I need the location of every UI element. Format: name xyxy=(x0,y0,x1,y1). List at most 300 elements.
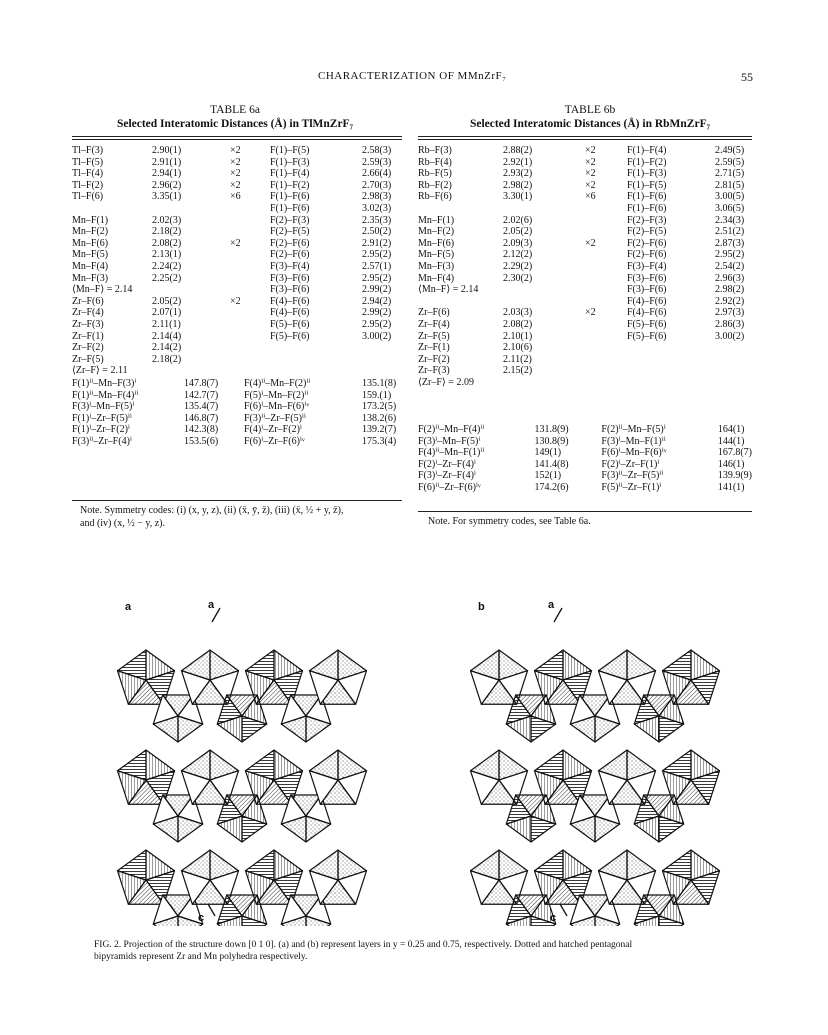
table-6b-distance-cell: F(1)–F(2) xyxy=(627,156,667,168)
table-6a-distance-cell xyxy=(230,365,270,377)
table-6b-angle-cell: 131.8(9) xyxy=(534,424,569,435)
table-6a-distance-cell: F(1)–F(4) xyxy=(270,168,310,180)
table-6a-distance-cell: 2.70(3) xyxy=(362,179,392,191)
table-6a-distance-row xyxy=(72,261,402,273)
table-6b-angle-row xyxy=(418,436,752,448)
table-6a-distance-cell: 3.35(1) xyxy=(152,191,182,203)
table-6a-distance-cell: Zr–F(1) xyxy=(72,330,104,342)
table-6a-distance-cell: 2.13(1) xyxy=(152,249,182,261)
table-6a-angle-cell: F(4)ⁱ–Zr–F(2)ⁱ xyxy=(244,424,302,436)
table-6b-angle-cell: F(2)ⁱ–Zr–F(1)ⁱ xyxy=(601,458,660,470)
table-6b-distance-cell: Zr–F(3) xyxy=(418,365,450,377)
table-6a-distance-cell xyxy=(230,261,270,273)
table-6b-angle-cell: 130.8(9) xyxy=(534,435,569,447)
table-6a-distance-cell: Mn–F(2) xyxy=(72,226,109,238)
table-6a-angle-row xyxy=(72,390,402,402)
table-6b-distance-cell xyxy=(585,273,627,285)
table-6a-distance-cell xyxy=(152,284,230,296)
table-6a-distance-cell: 2.99(2) xyxy=(362,284,392,296)
table-6b-angle-cell: F(3)ⁱ–Mn–F(1)ⁱⁱ xyxy=(601,435,666,447)
table-6b-angle-cell: F(2)ⁱⁱ–Mn–F(4)ⁱⁱ xyxy=(418,424,485,435)
table-6a-distance-cell: Tl–F(2) xyxy=(72,179,104,191)
table-6a-distance-cell: F(1)–F(5) xyxy=(270,145,310,156)
panel-b-axis-a-arrow xyxy=(552,606,566,626)
table-6b-distance-cell: 2.54(2) xyxy=(715,260,745,272)
table-6a-distance-cell xyxy=(230,226,270,238)
table-6a-angles xyxy=(72,378,402,448)
table-6a-distance-cell xyxy=(362,354,402,366)
table-6a-distance-row xyxy=(72,145,402,157)
table-6b-angle-cell: 141.4(8) xyxy=(534,458,569,470)
table-6b-distance-cell: F(3)–F(6) xyxy=(627,284,667,296)
table-6a-distance-cell: F(1)–F(6) xyxy=(270,202,310,214)
table-6b-caption xyxy=(430,103,750,131)
table-6b-distance-cell: ×6 xyxy=(585,191,596,203)
table-6b-distance-row xyxy=(418,342,752,354)
panel-a-axis-c xyxy=(198,912,204,924)
table-6b-distance-cell: F(2)–F(6) xyxy=(627,237,667,249)
table-6b-distance-cell: 2.98(2) xyxy=(503,179,533,191)
table-6b-distance-cell xyxy=(715,342,752,354)
table-6b-distance-cell: 2.51(2) xyxy=(715,226,745,238)
table-6a-distance-cell: 2.98(3) xyxy=(362,191,392,203)
table-6a-angle-cell: 139.2(7) xyxy=(362,424,397,436)
table-6a-distance-cell xyxy=(152,365,230,377)
table-6a-distance-cell: 2.91(2) xyxy=(362,237,392,249)
table-6a-distance-cell: 2.91(1) xyxy=(152,156,182,168)
table-6a-distance-cell: 2.66(4) xyxy=(362,168,392,180)
table-6b-distance-cell: F(1)–F(6) xyxy=(627,191,667,203)
table-6a-angle-cell: 159.(1) xyxy=(362,389,392,401)
table-6a-distance-cell: F(2)–F(6) xyxy=(270,237,310,249)
panel-b-label: b xyxy=(478,601,485,613)
table-6a-angle-cell: F(4)ⁱⁱ–Mn–F(2)ⁱⁱ xyxy=(244,378,311,389)
table-6b-distance-cell xyxy=(418,296,503,308)
table-6a-distance-cell: F(5)–F(6) xyxy=(270,318,310,330)
table-6a-angle-cell: F(3)ⁱⁱ–Zr–F(5)ⁱⁱ xyxy=(244,412,306,424)
table-6a-distance-cell: 2.58(3) xyxy=(362,145,392,156)
table-6b-distance-cell: F(1)–F(3) xyxy=(627,168,667,180)
running-title: CHARACTERIZATION OF MMnZrF₇ xyxy=(318,70,507,82)
table-6b-distances xyxy=(418,145,752,388)
panel-b-axis-c-text: c xyxy=(550,912,557,924)
figure-caption xyxy=(94,939,744,963)
table-6b-distance-cell: F(3)–F(4) xyxy=(627,260,667,272)
table-6a-distance-cell: ×2 xyxy=(230,168,241,180)
table-6b-distance-cell: ×2 xyxy=(585,168,596,180)
table-6a-distance-row xyxy=(72,273,402,285)
table-6a-distance-row xyxy=(72,354,402,366)
table-6b-distance-cell: Mn–F(6) xyxy=(418,237,455,249)
table-6b-distance-cell: 3.30(1) xyxy=(503,191,533,203)
table-6b-distance-cell: ⟨Zr–F⟩ = 2.09 xyxy=(418,376,474,388)
structure-projection-b xyxy=(463,648,739,926)
table-6b-top-rule-2 xyxy=(418,139,752,140)
structure-projection-a xyxy=(110,648,382,926)
table-6a-angle-cell: F(3)ⁱ–Mn–F(5)ⁱ xyxy=(72,401,135,413)
figure-caption-line-1: FIG. 2. Projection of the structure down [0 1 0]. (a) and (b) represent layers in y = 0.25 and 0.75, respectively. Dotted and hatched pentagonal xyxy=(94,940,633,950)
table-6a-distance-cell: F(1)–F(3) xyxy=(270,156,310,168)
table-6a-distance-cell: Zr–F(5) xyxy=(72,353,104,365)
panel-a-label: a xyxy=(125,601,132,613)
table-6b-distance-row xyxy=(418,331,752,343)
table-6a-title: Selected Interatomic Distances (Å) in TlMnZrF₇ xyxy=(116,118,354,130)
table-6a-distance-cell: F(2)–F(5) xyxy=(270,226,310,238)
table-6a-distance-row xyxy=(72,319,402,331)
table-6a-angle-cell: F(6)ⁱ–Zr–F(6)ⁱᵛ xyxy=(244,435,305,447)
table-6b-distance-cell xyxy=(585,249,627,261)
table-6b-distance-cell xyxy=(585,226,627,238)
table-6a-distance-cell: Mn–F(5) xyxy=(72,249,109,261)
table-6b-distance-cell: 2.10(6) xyxy=(503,342,533,354)
table-6b-distance-cell: ⟨Mn–F⟩ = 2.14 xyxy=(418,284,479,296)
table-6b-distance-cell: 2.12(2) xyxy=(503,249,533,261)
table-6b-distance-cell: Zr–F(2) xyxy=(418,353,450,365)
table-6a-distance-row xyxy=(72,249,402,261)
table-6a-distance-cell: 2.96(2) xyxy=(152,179,182,191)
table-6b-distance-cell xyxy=(503,377,585,389)
table-6a-distance-cell xyxy=(230,249,270,261)
table-6a-distance-cell: ×2 xyxy=(230,295,241,307)
table-6a-top-rule xyxy=(72,136,402,137)
table-6b-distance-cell: Zr–F(6) xyxy=(418,307,450,319)
table-6a-note-line-1: Note. Symmetry codes: (i) (x, y, z), (ii) (x̄, ȳ, z̄), (iii) (x̄, ½ + y, z̄), xyxy=(80,505,344,516)
table-6b-distance-cell: 3.00(5) xyxy=(715,191,745,203)
table-6b-distance-cell xyxy=(503,203,585,215)
table-6a-angle-row xyxy=(72,413,402,425)
table-6a-distance-row xyxy=(72,203,402,215)
table-6a-distance-cell: 2.02(3) xyxy=(152,214,182,226)
table-6a-distance-row xyxy=(72,157,402,169)
table-6a-distance-cell: F(3)–F(6) xyxy=(270,284,310,296)
table-6b-distance-row xyxy=(418,273,752,285)
table-6a-distance-cell: F(5)–F(6) xyxy=(270,330,310,342)
table-6b-title: Selected Interatomic Distances (Å) in RbMnZrF₇ xyxy=(469,118,711,130)
table-6b-angle-row xyxy=(418,424,752,436)
table-6a-angle-cell: F(1)ⁱⁱ–Mn–F(3)ⁱ xyxy=(72,378,137,389)
table-6b-distance-row xyxy=(418,157,752,169)
table-6b-angle-cell: F(3)ⁱ–Zr–F(4)ⁱ xyxy=(418,470,476,482)
table-6b-angle-cell: F(5)ⁱⁱ–Zr–F(1)ⁱ xyxy=(601,481,662,493)
table-6b-distance-cell xyxy=(585,215,627,227)
table-6b-distance-cell xyxy=(585,296,627,308)
table-6b-angle-cell: 174.2(6) xyxy=(534,481,569,493)
table-6a-distance-cell xyxy=(230,354,270,366)
table-6b-distance-cell: Mn–F(2) xyxy=(418,226,455,238)
table-6a-distance-cell xyxy=(72,203,152,215)
table-6a-angle-cell: 175.3(4) xyxy=(362,435,397,447)
table-6b-distance-cell xyxy=(585,377,627,389)
table-6b-angle-row xyxy=(418,482,752,494)
table-6b-angle-cell: 139.9(9) xyxy=(717,470,752,482)
table-6b-distance-cell: 2.97(3) xyxy=(715,307,745,319)
table-6b-distance-row xyxy=(418,215,752,227)
table-6a-angle-cell: F(1)ⁱ–Zr–F(2)ⁱ xyxy=(72,424,130,436)
table-6a-distance-cell xyxy=(230,319,270,331)
table-6b-distance-row xyxy=(418,307,752,319)
table-6b-distance-row xyxy=(418,365,752,377)
table-6b-distance-cell: F(5)–F(6) xyxy=(627,330,667,342)
table-6b-distance-cell: Rb–F(4) xyxy=(418,156,452,168)
table-6b-label: TABLE 6b xyxy=(564,104,616,116)
table-6a-angle-cell: 138.2(6) xyxy=(362,412,397,424)
table-6b-distance-cell xyxy=(418,203,503,215)
table-6b-distance-cell: Rb–F(5) xyxy=(418,168,452,180)
table-6a-distance-cell: F(2)–F(6) xyxy=(270,249,310,261)
table-6b-distance-row xyxy=(418,226,752,238)
table-6a-caption xyxy=(80,103,390,131)
table-6a-angle-cell: 147.8(7) xyxy=(184,378,219,389)
table-6a-distance-cell: ×2 xyxy=(230,179,241,191)
table-6b-distance-cell xyxy=(503,284,585,296)
table-6b-distance-row xyxy=(418,145,752,157)
table-6a-angle-cell: 173.2(5) xyxy=(362,401,397,413)
table-6b-distance-cell: 2.03(3) xyxy=(503,307,533,319)
table-6b-distance-cell xyxy=(585,319,627,331)
table-6a-distance-cell xyxy=(230,273,270,285)
table-6a-distance-cell: Mn–F(3) xyxy=(72,272,109,284)
table-6a-distance-cell: ×6 xyxy=(230,191,241,203)
table-6b-distance-cell: Mn–F(1) xyxy=(418,214,455,226)
table-6a-label: TABLE 6a xyxy=(210,104,260,116)
table-6b-distance-cell xyxy=(627,377,715,389)
table-6b-distance-cell: 2.11(2) xyxy=(503,353,532,365)
table-6a-distance-cell: Mn–F(1) xyxy=(72,214,109,226)
table-6b-angle-cell: 164(1) xyxy=(717,424,745,435)
table-6b-distance-cell: 2.92(1) xyxy=(503,156,533,168)
table-6b-distance-cell: 2.05(2) xyxy=(503,226,533,238)
table-6a-distance-cell: 2.95(2) xyxy=(362,318,392,330)
table-6b-distance-row xyxy=(418,377,752,389)
table-6b-distance-cell: Zr–F(1) xyxy=(418,342,450,354)
table-6a-angle-row xyxy=(72,436,402,448)
table-6b-distance-cell: 2.15(2) xyxy=(503,365,533,377)
table-6b-distance-cell xyxy=(585,342,627,354)
table-6a-angle-cell: 135.1(8) xyxy=(362,378,397,389)
table-6b-distance-cell: 2.95(2) xyxy=(715,249,745,261)
table-6a-distance-cell: Zr–F(2) xyxy=(72,342,104,354)
table-6b-distance-cell xyxy=(627,342,715,354)
table-6a-distance-cell: 2.35(3) xyxy=(362,214,392,226)
table-6b-distance-cell xyxy=(585,284,627,296)
table-6b-distance-cell: ×2 xyxy=(585,145,596,156)
table-6a-distance-cell xyxy=(270,354,362,366)
table-6a-distance-cell: 2.14(4) xyxy=(152,330,182,342)
table-6b-distance-row xyxy=(418,168,752,180)
table-6a-distance-cell: Mn–F(4) xyxy=(72,260,109,272)
table-6b-distance-cell: 2.88(2) xyxy=(503,145,533,156)
table-6b-angle-cell: F(4)ⁱⁱ–Mn–F(1)ⁱⁱ xyxy=(418,447,485,459)
table-6b-angle-cell: 167.8(7) xyxy=(717,447,752,459)
table-6b-distance-cell: 2.81(5) xyxy=(715,179,745,191)
table-6b-distance-cell: F(3)–F(6) xyxy=(627,272,667,284)
table-6b-distance-cell: 2.59(5) xyxy=(715,156,745,168)
table-6a-distance-cell: ×2 xyxy=(230,237,241,249)
table-6b-distance-cell xyxy=(585,203,627,215)
table-6a-distance-cell: F(4)–F(6) xyxy=(270,307,310,319)
table-6b-distance-cell: Mn–F(3) xyxy=(418,260,455,272)
table-6a-distance-cell: Zr–F(6) xyxy=(72,295,104,307)
table-6b-distance-row xyxy=(418,319,752,331)
table-6a-top-rule-2 xyxy=(72,139,402,140)
table-6a-distance-row xyxy=(72,296,402,308)
table-6a-angle-cell: F(6)ⁱ–Mn–F(6)ⁱᵛ xyxy=(244,401,310,413)
table-6b-angle-cell: 152(1) xyxy=(534,470,562,482)
table-6a-distance-row xyxy=(72,238,402,250)
table-6a-distance-cell xyxy=(230,284,270,296)
table-6a-distance-row xyxy=(72,191,402,203)
table-6a-bottom-rule xyxy=(72,500,402,501)
table-6a-distance-cell xyxy=(230,342,270,354)
table-6a-angle-row xyxy=(72,401,402,413)
table-6a-distance-cell: 3.00(2) xyxy=(362,330,392,342)
table-6a-distance-cell: Mn–F(6) xyxy=(72,237,109,249)
figure-caption-line-2: bipyramids represent Zr and Mn polyhedra respectively. xyxy=(94,952,308,962)
table-6a-distance-row xyxy=(72,168,402,180)
table-6a-distance-cell: 2.18(2) xyxy=(152,226,182,238)
table-6a-distance-cell: ⟨Zr–F⟩ = 2.11 xyxy=(72,365,128,377)
table-6a-distance-cell: ×2 xyxy=(230,145,241,156)
table-6b-distance-cell: 2.98(2) xyxy=(715,284,745,296)
table-6b-distance-cell: 2.86(3) xyxy=(715,318,745,330)
table-6b-distance-cell: 2.09(3) xyxy=(503,237,533,249)
table-6b-distance-cell xyxy=(585,354,627,366)
table-6b-angle-cell: F(6)ⁱ–Mn–F(6)ⁱᵛ xyxy=(601,447,667,459)
table-6a-distance-cell xyxy=(230,215,270,227)
table-6b-distance-cell: ×2 xyxy=(585,307,596,319)
panel-a-axis-a-text: a xyxy=(208,599,215,611)
table-6a-angle-cell: 153.5(6) xyxy=(184,435,219,447)
table-6a-distance-cell: Zr–F(4) xyxy=(72,307,104,319)
table-6a-distance-row xyxy=(72,331,402,343)
table-6b-distance-cell: Zr–F(5) xyxy=(418,330,450,342)
table-6a-distance-cell xyxy=(230,307,270,319)
table-6b-distance-cell: 2.92(2) xyxy=(715,295,745,307)
table-6a-distance-cell: 2.94(2) xyxy=(362,295,392,307)
table-6b-distance-cell: F(2)–F(6) xyxy=(627,249,667,261)
table-6b-distance-cell: F(1)–F(5) xyxy=(627,179,667,191)
table-6a-distance-cell: 2.14(2) xyxy=(152,342,182,354)
table-6b-angle-cell: F(2)ⁱ–Zr–F(4)ⁱ xyxy=(418,458,476,470)
table-6b-distance-cell: Rb–F(3) xyxy=(418,145,452,156)
table-6b-bottom-rule xyxy=(418,511,752,512)
table-6b-distance-cell: 2.71(5) xyxy=(715,168,745,180)
table-6b-distance-cell: 2.87(3) xyxy=(715,237,745,249)
table-6b-distance-cell: ×2 xyxy=(585,179,596,191)
table-6a-distance-cell: F(1)–F(6) xyxy=(270,191,310,203)
table-6a-angle-cell: F(5)ⁱ–Mn–F(2)ⁱⁱ xyxy=(244,389,309,401)
table-6a-distance-cell xyxy=(362,342,402,354)
panel-a-axis-a-arrow xyxy=(210,606,224,626)
page-number: 55 xyxy=(741,70,753,84)
panel-b-axis-a-text: a xyxy=(548,599,555,611)
table-6b-distance-cell xyxy=(715,377,752,389)
table-6b-note: Note. For symmetry codes, see Table 6a. xyxy=(428,516,591,527)
table-6b-angle-cell: 141(1) xyxy=(717,481,745,493)
table-6b-distance-cell: F(2)–F(3) xyxy=(627,214,667,226)
table-6b-distance-row xyxy=(418,261,752,273)
table-6b-distance-row xyxy=(418,180,752,192)
table-6a-distance-row xyxy=(72,342,402,354)
table-6a-distance-cell: F(2)–F(3) xyxy=(270,214,310,226)
table-6b-distance-cell: F(4)–F(6) xyxy=(627,307,667,319)
table-6a-distance-cell xyxy=(230,203,270,215)
table-6b-distance-row xyxy=(418,296,752,308)
table-6b-distance-row xyxy=(418,249,752,261)
table-6b-distance-cell xyxy=(585,331,627,343)
table-6b-distance-cell: F(2)–F(5) xyxy=(627,226,667,238)
table-6a-distance-cell: Zr–F(3) xyxy=(72,318,104,330)
table-6a-angle-cell: F(3)ⁱⁱ–Zr–F(4)ⁱ xyxy=(72,435,132,447)
table-6b-angle-cell: F(6)ⁱⁱ–Zr–F(6)ⁱᵛ xyxy=(418,481,481,493)
table-6a-distance-cell: 2.50(2) xyxy=(362,226,392,238)
table-6a-angle-cell: 146.8(7) xyxy=(184,412,219,424)
table-6a-distance-cell: 2.24(2) xyxy=(152,260,182,272)
table-6a-distance-cell: 2.25(2) xyxy=(152,272,182,284)
table-6a-distances xyxy=(72,145,402,377)
table-6b-distance-cell xyxy=(585,261,627,273)
table-6a-distance-cell: F(3)–F(6) xyxy=(270,272,310,284)
table-6b-angle-cell: F(2)ⁱⁱ–Mn–F(5)ⁱ xyxy=(601,424,666,435)
table-6a-distance-cell xyxy=(362,365,402,377)
table-6b-distance-cell: 2.34(3) xyxy=(715,214,745,226)
table-6a-distance-cell xyxy=(270,365,362,377)
table-6b-distance-row xyxy=(418,238,752,250)
table-6b-distance-cell: 2.96(3) xyxy=(715,272,745,284)
table-6a-distance-cell: ×2 xyxy=(230,156,241,168)
table-6a-distance-cell: 3.02(3) xyxy=(362,202,392,214)
table-6b-distance-cell xyxy=(715,365,752,377)
table-6a-distance-cell: 2.05(2) xyxy=(152,295,182,307)
table-6a-distance-row xyxy=(72,226,402,238)
table-6a-distance-cell: 2.90(1) xyxy=(152,145,182,156)
table-6b-distance-row xyxy=(418,354,752,366)
table-6b-distance-row xyxy=(418,191,752,203)
table-6b-distance-cell: ×2 xyxy=(585,156,596,168)
table-6a-distance-row xyxy=(72,180,402,192)
table-6b-distance-cell: 2.08(2) xyxy=(503,318,533,330)
table-6a-angle-cell: 135.4(7) xyxy=(184,401,219,413)
table-6b-distance-cell xyxy=(585,365,627,377)
table-6b-distance-cell: F(1)–F(4) xyxy=(627,145,667,156)
table-6b-top-rule xyxy=(418,136,752,137)
table-6a-angle-cell: 142.7(7) xyxy=(184,389,219,401)
table-6a-angle-cell: F(1)ⁱⁱ–Mn–F(4)ⁱⁱ xyxy=(72,389,139,401)
table-6b-angle-cell: F(3)ⁱⁱ–Zr–F(5)ⁱⁱ xyxy=(601,470,664,482)
table-6b-distance-cell: Mn–F(5) xyxy=(418,249,455,261)
table-6b-angle-cell: 146(1) xyxy=(717,458,745,470)
table-6b-distance-cell: 2.30(2) xyxy=(503,272,533,284)
table-6a-distance-cell: 2.11(1) xyxy=(152,318,181,330)
panel-b-axis-c xyxy=(550,912,556,924)
table-6b-distance-cell: 2.02(6) xyxy=(503,214,533,226)
table-6b-distance-cell: 2.93(2) xyxy=(503,168,533,180)
table-6b-distance-cell: 3.00(2) xyxy=(715,330,745,342)
table-6b-angle-row xyxy=(418,447,752,459)
table-6a-distance-cell: F(3)–F(4) xyxy=(270,260,310,272)
table-6b-distance-cell: 2.10(1) xyxy=(503,330,533,342)
table-6b-distance-cell xyxy=(715,354,752,366)
table-6b-distance-cell: 2.49(5) xyxy=(715,145,745,156)
table-6b-angle-cell: F(3)ⁱ–Mn–F(5)ⁱ xyxy=(418,435,481,447)
table-6a-distance-cell: 2.99(2) xyxy=(362,307,392,319)
table-6b-distance-row xyxy=(418,203,752,215)
table-6a-distance-cell: F(1)–F(2) xyxy=(270,179,310,191)
panel-a-axis-c-text: c xyxy=(198,912,205,924)
table-6b-angle-row xyxy=(418,459,752,471)
table-6a-distance-cell xyxy=(270,342,362,354)
table-6a-distance-cell: 2.07(1) xyxy=(152,307,182,319)
